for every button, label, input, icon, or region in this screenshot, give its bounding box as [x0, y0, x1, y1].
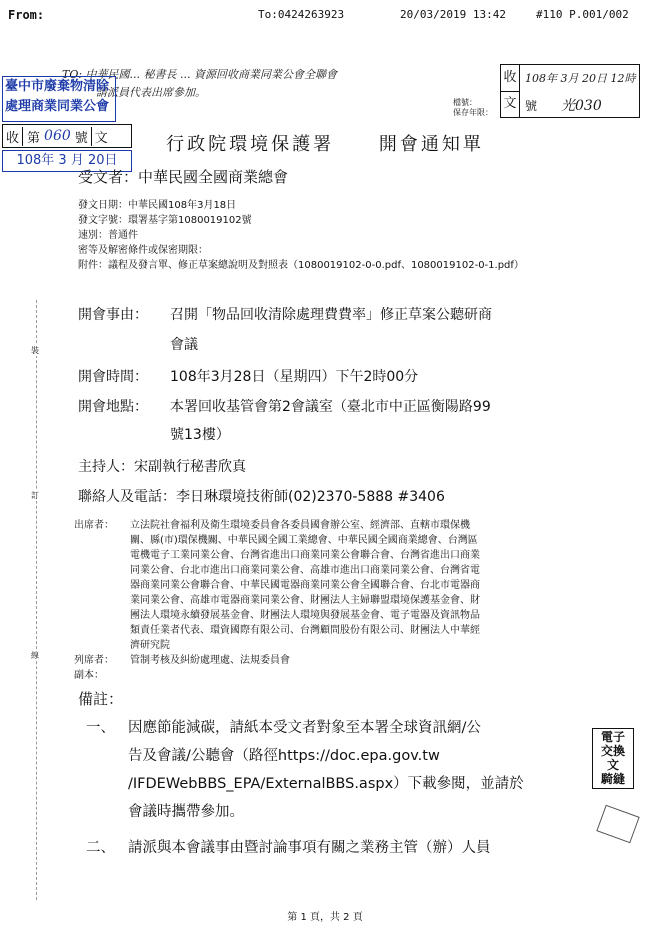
host: [78, 456, 246, 476]
note-1-line: /IFDEWebBBS_EPA/ExternalBBS.aspx）下載參閱，並請於: [128, 776, 524, 792]
recipient: [78, 166, 288, 187]
attendees-line: 立法院社會福利及衛生環境委員會各委員國會辦公室、經濟部、直轄市環保機: [130, 520, 470, 531]
stamp-text: 騎縫: [600, 772, 625, 786]
meeting-place: 本署回收基管會第2會議室（臺北市中正區衡陽路99: [170, 399, 491, 415]
receipt-date: 108年 3 月 20日: [2, 150, 132, 172]
attendees-line: 關、縣(市)環保機關、中華民國全國工業總會、中華民國全國商業總會、台灣區: [130, 535, 478, 546]
attendees-line: 團法人環境永續發展基金會、財團法人環境與發展基金會、電子電器及資訊物品: [130, 610, 480, 621]
agency-name: 行政院環境保護署: [166, 134, 335, 155]
note-1: [128, 714, 598, 826]
contact-value: 李日琳環境技術師(02)2370-5888 #3406: [176, 489, 445, 505]
cc-label: 副本：: [74, 670, 104, 681]
recipient-value: 中華民國全國商業總會: [138, 168, 289, 186]
attendees-line: 器商業同業公會聯合會、中華民國電器商業同業公會全國聯合會、台北市電器商: [130, 580, 480, 591]
issue-number: 發文字號：環署基字第1080019102號: [78, 215, 252, 226]
receiving-stamp: [500, 64, 640, 118]
handwritten-note-2: 請派員代表出席參加。: [96, 86, 206, 99]
receipt-label-wen: 文: [91, 127, 111, 146]
meeting-subject: 召開「物品回收清除處理費費率」修正草案公聽研商: [170, 307, 492, 323]
binding-mark: 裝: [31, 346, 39, 355]
note-1-line: 會議時攜帶參加。: [128, 804, 244, 820]
meeting-subject-cont: 會議: [170, 337, 198, 353]
receipt-label: 收: [3, 127, 23, 146]
attendees-line: 類責任業者代表、環資國際有限公司、台灣顧問股份有限公司、財團法人中華經: [130, 625, 480, 636]
receipt-number: 060: [44, 128, 71, 144]
host-label: 主持人：: [78, 459, 134, 475]
receipt-label-hao: 號: [74, 130, 88, 146]
stamp-shou: 收: [501, 65, 520, 92]
note-2-marker: 二、: [86, 840, 115, 856]
issue-date: 發文日期：中華民國108年3月18日: [78, 200, 237, 211]
contact: [78, 486, 445, 506]
contact-label: 聯絡人及電話：: [78, 489, 176, 505]
speed-class: 速別：普通件: [78, 230, 138, 241]
document-title: [0, 130, 650, 156]
meeting-time: 108年3月28日（星期四）下午2時00分: [170, 369, 419, 385]
stamp-number: 光030: [561, 98, 602, 114]
binding-line: [36, 300, 37, 900]
handwritten-note-1: TO: 中華民國... 秘書長 ... 資源回收商業同業公會全聯會: [62, 68, 338, 81]
archive-labels: [453, 98, 493, 118]
stamp-date: 108年 3月 20日 12時: [525, 72, 636, 85]
stamp-text: 電子: [600, 730, 625, 744]
meeting-place-cont: 號13樓）: [170, 427, 230, 443]
association-stamp-line1: 臺中市廢棄物清除: [5, 79, 110, 94]
electronic-exchange-stamp: [592, 728, 634, 789]
fax-from: From:: [8, 8, 45, 22]
notes-label: 備註：: [78, 690, 124, 708]
seal-fragment: [596, 805, 639, 844]
note-1-marker: 一、: [86, 720, 115, 736]
observers-label: 列席者：: [74, 655, 114, 666]
association-stamp-line2: 處理商業同業公會: [5, 99, 110, 114]
stamp-wen: 文: [501, 91, 520, 117]
note-1-line: 告及會議/公聽會（路徑https://doc.epa.gov.tw: [128, 748, 440, 764]
fax-to: To:0424263923: [258, 8, 345, 21]
archive-no-label: 檔號：: [453, 98, 477, 107]
attendees-line: 電機電子工業同業公會、台灣省進出口商業同業公會聯合會、台灣省進出口商業: [130, 550, 480, 561]
stamp-text: 交換: [600, 744, 625, 758]
binding-mark: 線: [31, 651, 39, 660]
binding-mark: 訂: [31, 491, 39, 500]
attendees-list: [130, 518, 620, 653]
meeting-place-label: 開會地點：: [78, 399, 148, 415]
meeting-subject-label: 開會事由：: [78, 307, 148, 323]
fax-page: #110 P.001/002: [536, 8, 629, 21]
host-value: 宋副執行秘書欣真: [134, 459, 246, 475]
observers-value: 管制考核及糾紛處理處、法規委員會: [130, 655, 290, 666]
attendees-line: 業同業公會、高雄市電器商業同業公會、財團法人主婦聯盟環境保護基金會、財: [130, 595, 480, 606]
document-meta: [78, 198, 608, 273]
document-type: 開會通知單: [378, 134, 484, 155]
fax-datetime: 20/03/2019 13:42: [400, 8, 506, 21]
note-2: 請派與本會議事由暨討論事項有關之業務主管（辦）人員: [128, 840, 491, 856]
stamp-text: 文: [606, 758, 619, 772]
meeting-time-label: 開會時間：: [78, 369, 148, 385]
page-number: 第 1 頁，共 2 頁: [287, 912, 363, 923]
attendees-line: 濟研究院: [130, 640, 170, 651]
note-1-line: 因應節能減碳，請紙本受文者對象至本署全球資訊網/公: [128, 720, 481, 736]
receipt-label-di: 第: [27, 130, 41, 146]
attendees-label: 出席者：: [74, 520, 114, 531]
attachments: 附件：議程及發言單、修正草案總說明及對照表（1080019102-0-0.pdf、1080019102-0-1.pdf）: [78, 260, 524, 271]
recipient-label: 受文者：: [78, 168, 139, 186]
secrecy: 密等及解密條件或保密期限：: [78, 245, 208, 256]
attendees-line: 同業公會、台北市進出口商業同業公會、高雄市進出口商業同業公會、台灣省電: [130, 565, 480, 576]
association-stamp: [2, 76, 116, 122]
stamp-hao-label: 號: [525, 99, 538, 113]
retention-label: 保存年限：: [453, 108, 493, 117]
